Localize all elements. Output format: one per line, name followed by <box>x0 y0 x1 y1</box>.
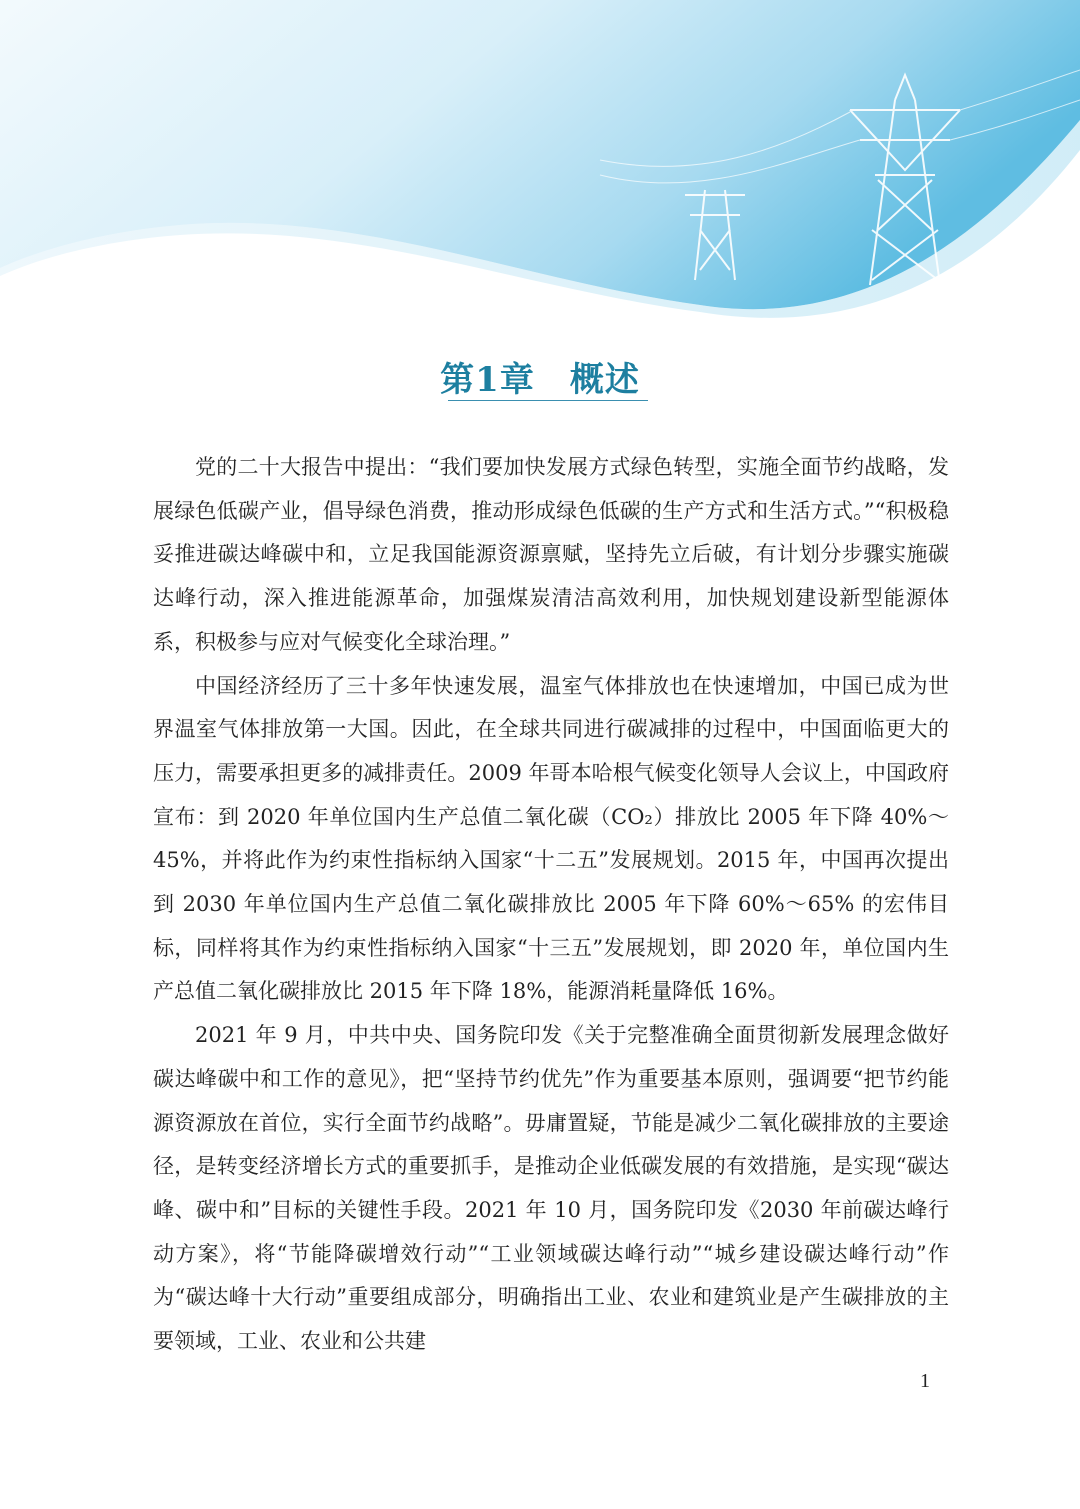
paragraph: 党的二十大报告中提出：“我们要加快发展方式绿色转型，实施全面节约战略，发展绿色低碳产业，倡导绿色消费，推动形成绿色低碳的生产方式和生活方式。”“积极稳妥推进碳达峰碳中和，立足我国能源资源禀赋，坚持先立后破，有计划分步骤实施碳达峰行动，深入推进能源革命，加强煤炭清洁高效利用，加快规划建设新型能源体系，积极参与应对气候变化全球治理。” <box>153 455 949 654</box>
page-number: 1 <box>920 1370 930 1392</box>
chapter-title: 第1章 概述 <box>440 360 640 400</box>
paragraph: 中国经济经历了三十多年快速发展，温室气体排放也在快速增加，中国已成为世界温室气体排放第一大国。因此，在全球共同进行碳减排的过程中，中国面临更大的压力，需要承担更多的减排责任。2009 年哥本哈根气候变化领导人会议上，中国政府宣布：到 2020 年单位国内生产总值二氧化碳（CO₂）排放比 2005 年下降 40%～45%，并将此作为约束性指标纳入国家“十二五”发展规划。2015 年，中国再次提出到 2030 年单位国内生产总值二氧化碳排放比 2005 年下降 60%～65% 的宏伟目标，同样将其作为约束性指标纳入国家“十三五”发展规划，即 2020 年，单位国内生产总值二氧化碳排放比 2015 年下降 18%，能源消耗量降低 16%。 <box>153 673 949 1004</box>
body-text <box>153 446 949 1364</box>
paragraph: 2021 年 9 月，中共中央、国务院印发《关于完整准确全面贯彻新发展理念做好碳达峰碳中和工作的意见》，把“坚持节约优先”作为重要基本原则，强调要“把节约能源资源放在首位，实行全面节约战略”。毋庸置疑，节能是减少二氧化碳排放的主要途径，是转变经济增长方式的重要抓手，是推动企业低碳发展的有效措施，是实现“碳达峰、碳中和”目标的关键性手段。2021 年 10 月，国务院印发《2030 年前碳达峰行动方案》，将“节能降碳增效行动”“工业领域碳达峰行动”“城乡建设碳达峰行动”作为“碳达峰十大行动”重要组成部分，明确指出工业、农业和建筑业是产生碳排放的主要领域，工业、农业和公共建 <box>153 1023 949 1354</box>
title-underline <box>448 400 648 401</box>
header-illustration <box>0 0 1080 320</box>
